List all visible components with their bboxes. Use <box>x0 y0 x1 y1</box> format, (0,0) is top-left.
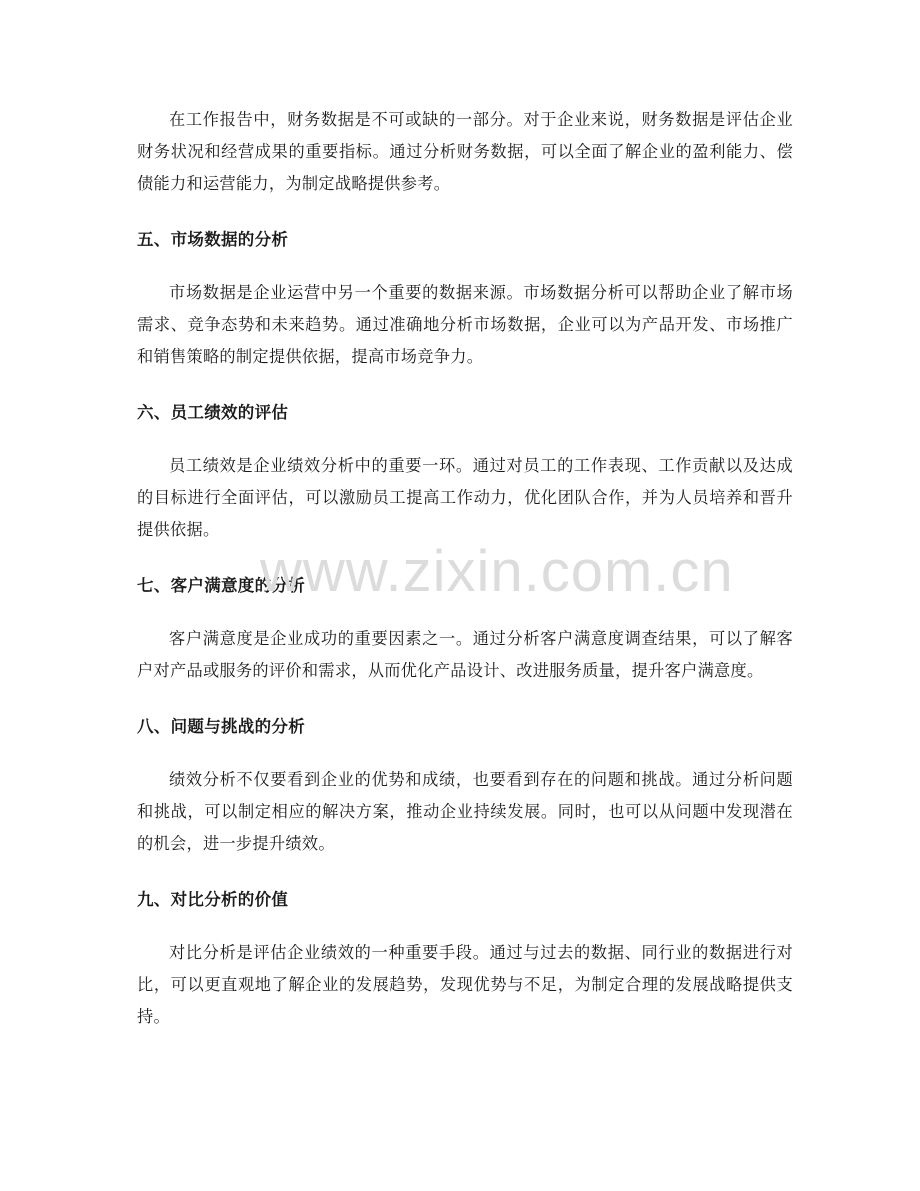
section-body-6: 员工绩效是企业绩效分析中的重要一环。通过对员工的工作表现、工作贡献以及达成的目标进行全面评估，可以激励员工提高工作动力，优化团队合作，并为人员培养和晋升提供依据。 <box>137 456 793 539</box>
intro-paragraph: 在工作报告中，财务数据是不可或缺的一部分。对于企业来说，财务数据是评估企业财务状况和经营成果的重要指标。通过分析财务数据，可以全面了解企业的盈利能力、偿债能力和运营能力，为制定战略提供参考。 <box>137 110 793 193</box>
section-body-5: 市场数据是企业运营中另一个重要的数据来源。市场数据分析可以帮助企业了解市场需求、竞争态势和未来趋势。通过准确地分析市场数据，企业可以为产品开发、市场推广和销售策略的制定提供依据，提高市场竞争力。 <box>137 283 793 366</box>
spacer <box>137 254 793 277</box>
spacer <box>137 741 793 764</box>
spacer <box>137 600 793 623</box>
watermark: www.zixin.com.cn <box>260 539 734 604</box>
section-heading-9: 九、对比分析的价值 <box>137 890 289 909</box>
spacer <box>137 860 793 886</box>
section-body-7: 客户满意度是企业成功的重要因素之一。通过分析客户满意度调查结果，可以了解客户对产品或服务的评价和需求，从而优化产品设计、改进服务质量，提升客户满意度。 <box>137 629 793 680</box>
section-heading-8: 八、问题与挑战的分析 <box>137 717 305 736</box>
section-heading-5: 五、市场数据的分析 <box>137 230 289 249</box>
section-body-8: 绩效分析不仅要看到企业的优势和成绩，也要看到存在的问题和挑战。通过分析问题和挑战，可以制定相应的解决方案，推动企业持续发展。同时，也可以从问题中发现潜在的机会，进一步提升绩效。 <box>137 770 793 853</box>
spacer <box>137 687 793 713</box>
section-heading-7: 七、客户满意度的分析 <box>137 576 305 595</box>
spacer <box>137 200 793 226</box>
spacer <box>137 373 793 399</box>
section-heading-6: 六、员工绩效的评估 <box>137 403 289 422</box>
document-content <box>137 104 793 1033</box>
spacer <box>137 427 793 450</box>
section-body-9: 对比分析是评估企业绩效的一种重要手段。通过与过去的数据、同行业的数据进行对比，可以更直观地了解企业的发展趋势，发现优势与不足，为制定合理的发展战略提供支持。 <box>137 943 793 1026</box>
spacer <box>137 914 793 937</box>
spacer <box>137 546 793 572</box>
